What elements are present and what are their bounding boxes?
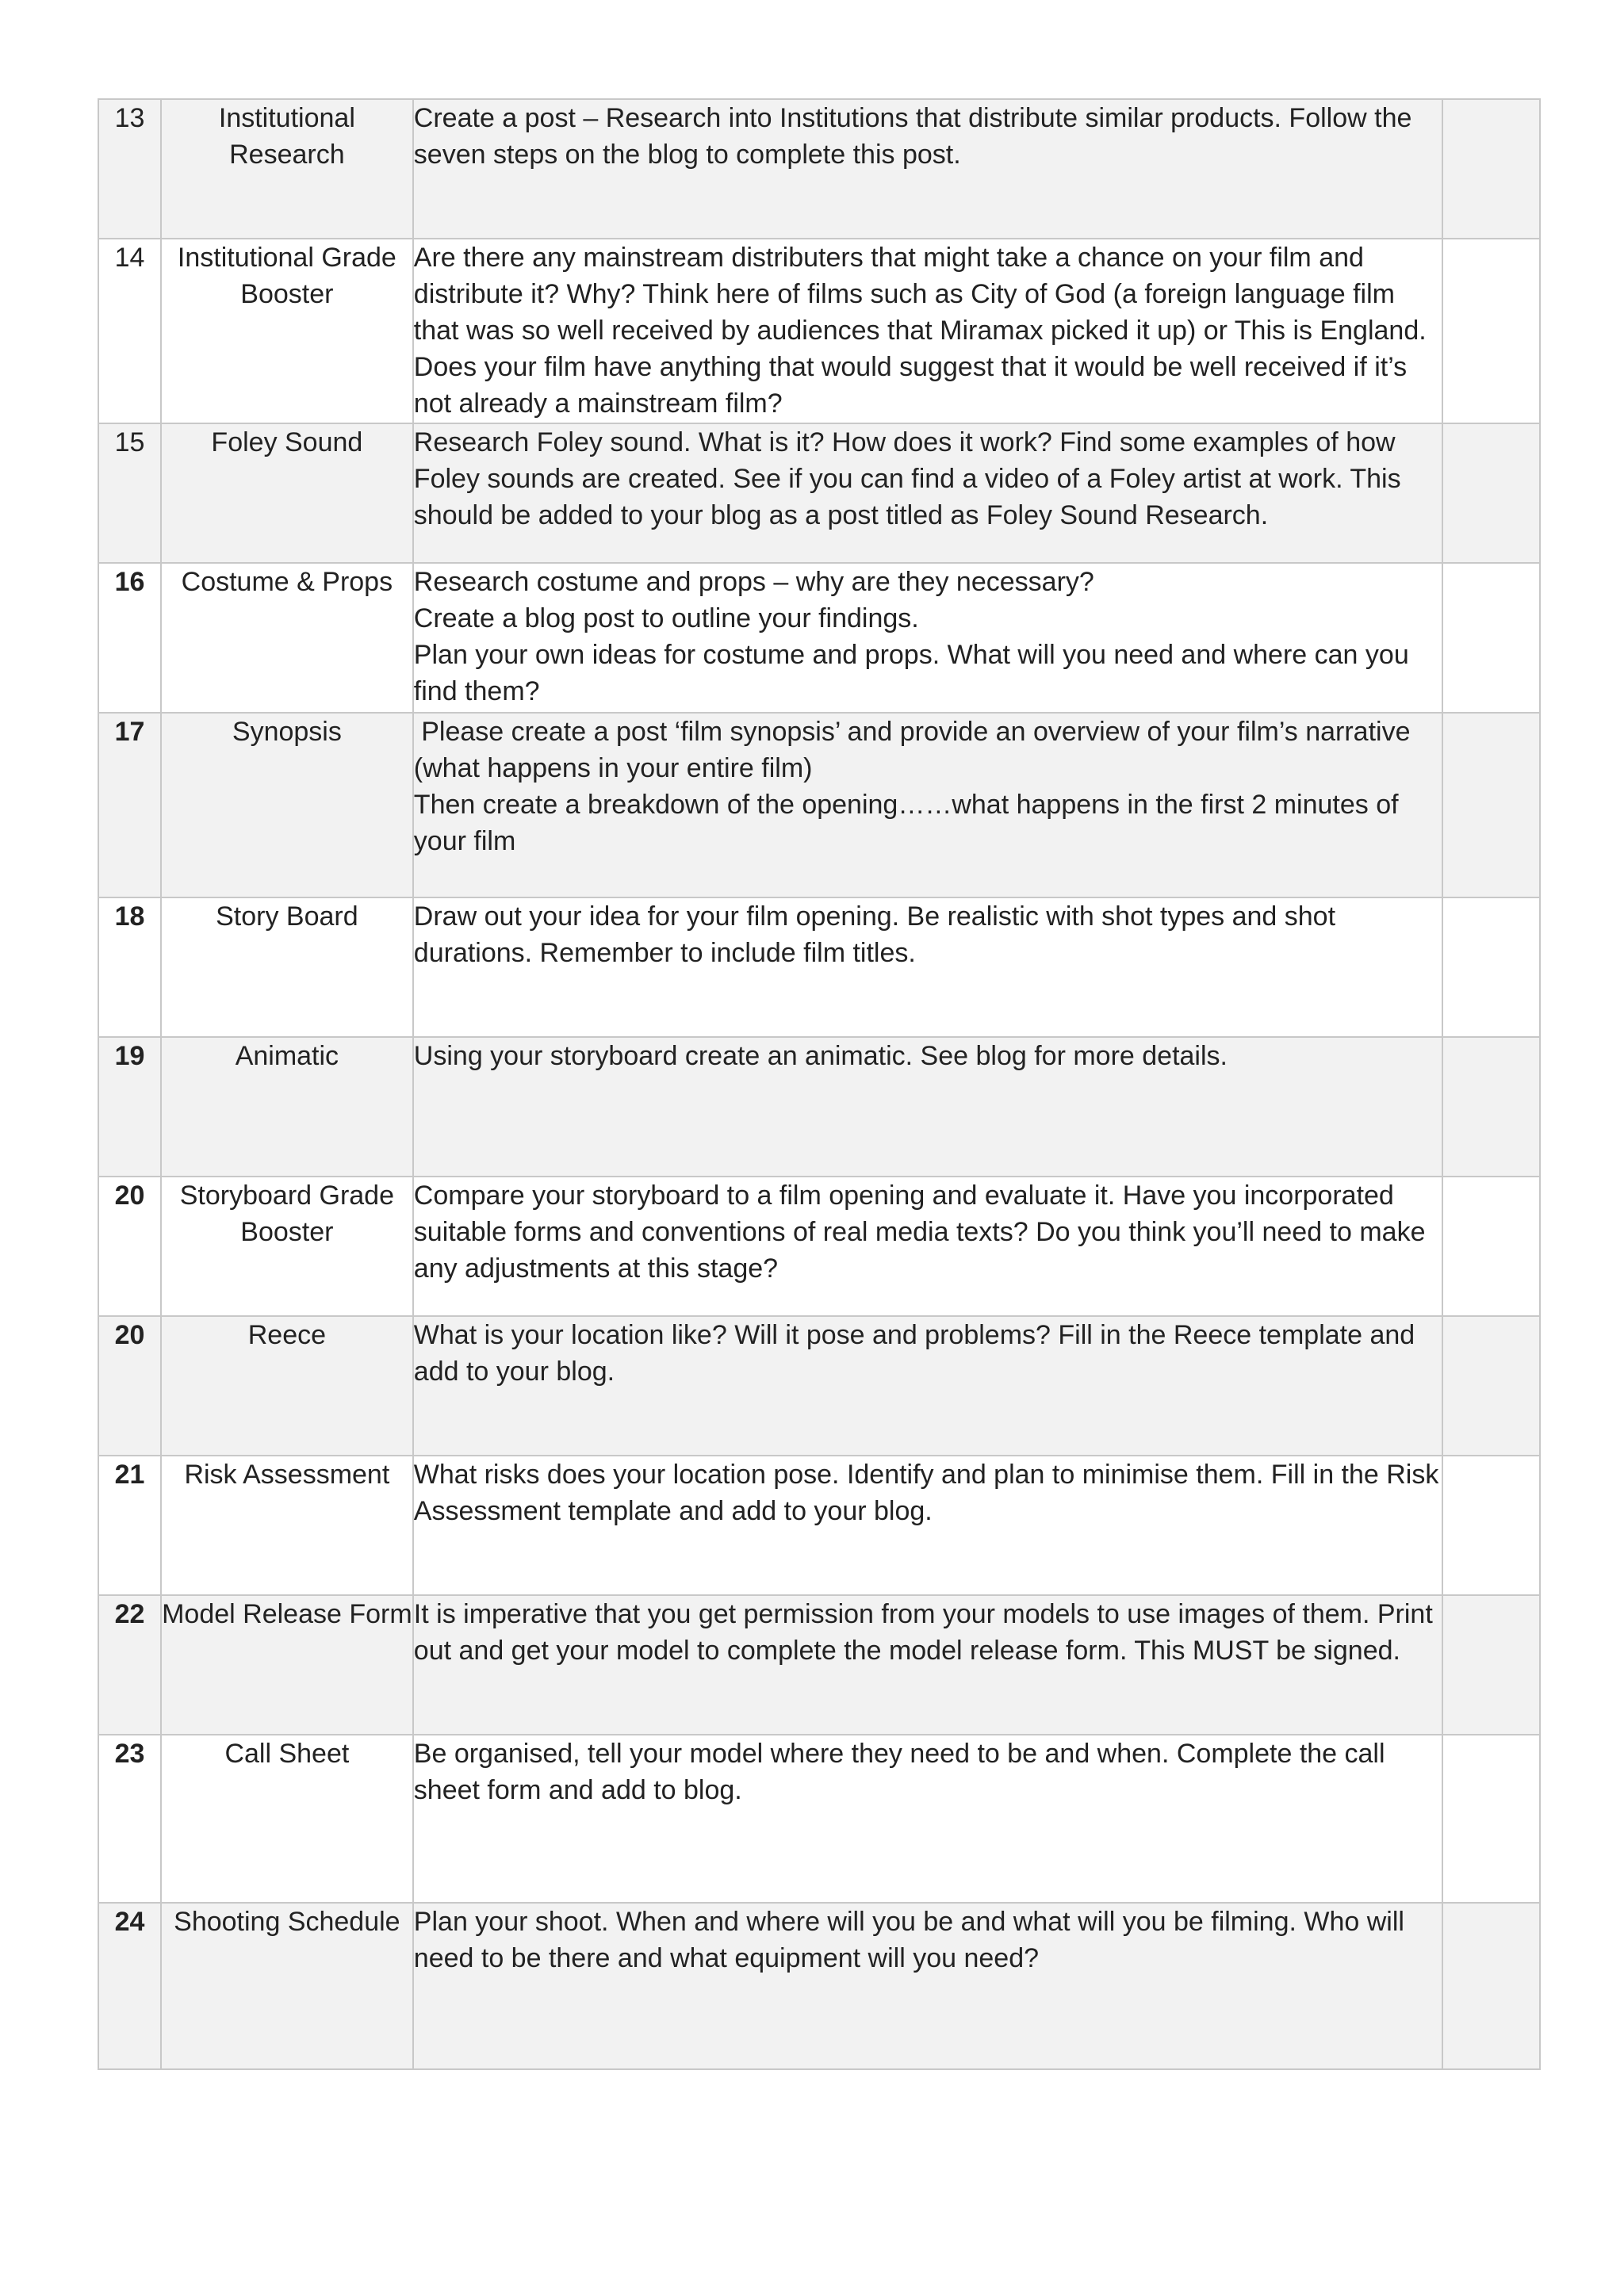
task-description: [413, 563, 1442, 713]
task-description: [413, 713, 1442, 897]
table-row: [98, 897, 1540, 1037]
task-description: [413, 1316, 1442, 1456]
completion-checkbox-cell[interactable]: [1442, 1903, 1541, 2069]
completion-checkbox-cell[interactable]: [1442, 1595, 1541, 1735]
task-table-body: [98, 99, 1540, 2069]
completion-checkbox-cell[interactable]: [1442, 1316, 1541, 1456]
completion-checkbox-cell[interactable]: [1442, 563, 1541, 713]
description-line: Be organised, tell your model where they need to be and when. Complete the call sheet form and add to blog.: [413, 1739, 1385, 1805]
description-line: Plan your shoot. When and where will you be and what will you be filming. Who will need to be there and what equipment will you need?: [413, 1907, 1404, 1973]
table-row: [98, 239, 1540, 423]
task-name: Costume & Props: [161, 563, 413, 713]
task-name: Shooting Schedule: [161, 1903, 413, 2069]
table-row: [98, 1735, 1540, 1903]
task-description: [413, 897, 1442, 1037]
task-name: Animatic: [161, 1037, 413, 1177]
step-number: 18: [98, 897, 161, 1037]
table-row: [98, 1456, 1540, 1595]
task-description: [413, 423, 1442, 563]
completion-checkbox-cell[interactable]: [1442, 99, 1541, 239]
task-name: Story Board: [161, 897, 413, 1037]
completion-checkbox-cell[interactable]: [1442, 1735, 1541, 1903]
step-number: 20: [98, 1177, 161, 1316]
description-line: What is your location like? Will it pose and problems? Fill in the Reece template and add to your blog.: [413, 1320, 1415, 1387]
step-number: 24: [98, 1903, 161, 2069]
completion-checkbox-cell[interactable]: [1442, 713, 1541, 897]
description-line: Please create a post ‘film synopsis’ and provide an overview of your film’s narrative (what happens in your entire film): [413, 717, 1411, 783]
description-line: Research costume and props – why are they necessary?: [413, 567, 1094, 597]
completion-checkbox-cell[interactable]: [1442, 1037, 1541, 1177]
task-name: Storyboard Grade Booster: [161, 1177, 413, 1316]
completion-checkbox-cell[interactable]: [1442, 423, 1541, 563]
table-row: [98, 423, 1540, 563]
description-line: What risks does your location pose. Identify and plan to minimise them. Fill in the Risk Assessment template and add to your blog.: [413, 1460, 1439, 1526]
step-number: 14: [98, 239, 161, 423]
task-name: Institutional Research: [161, 99, 413, 239]
description-line: Compare your storyboard to a film opening and evaluate it. Have you incorporated suitable forms and conventions of real media texts? Do you think you’ll need to make any adjustments at this stage?: [413, 1181, 1426, 1284]
task-name: Foley Sound: [161, 423, 413, 563]
table-row: [98, 1037, 1540, 1177]
task-table: [98, 98, 1541, 2070]
task-description: [413, 1595, 1442, 1735]
completion-checkbox-cell[interactable]: [1442, 239, 1541, 423]
description-line: Plan your own ideas for costume and props. What will you need and where can you find them?: [413, 640, 1409, 706]
completion-checkbox-cell[interactable]: [1442, 897, 1541, 1037]
completion-checkbox-cell[interactable]: [1442, 1456, 1541, 1595]
task-description: [413, 1037, 1442, 1177]
step-number: 23: [98, 1735, 161, 1903]
completion-checkbox-cell[interactable]: [1442, 1177, 1541, 1316]
task-name: Institutional Grade Booster: [161, 239, 413, 423]
step-number: 17: [98, 713, 161, 897]
task-description: [413, 239, 1442, 423]
step-number: 16: [98, 563, 161, 713]
task-name: Synopsis: [161, 713, 413, 897]
step-number: 19: [98, 1037, 161, 1177]
task-name: Reece: [161, 1316, 413, 1456]
task-description: [413, 1177, 1442, 1316]
description-line: It is imperative that you get permission from your models to use images of them. Print out and get your model to complete the model release form. This MUST be signed.: [413, 1599, 1433, 1666]
task-name: Model Release Form: [161, 1595, 413, 1735]
step-number: 13: [98, 99, 161, 239]
task-description: [413, 1456, 1442, 1595]
task-description: [413, 99, 1442, 239]
task-description: [413, 1903, 1442, 2069]
description-line: Then create a breakdown of the opening……what happens in the first 2 minutes of your film: [413, 790, 1399, 856]
table-row: [98, 713, 1540, 897]
description-line: Create a blog post to outline your findings.: [413, 603, 919, 633]
table-row: [98, 563, 1540, 713]
table-row: [98, 1595, 1540, 1735]
step-number: 20: [98, 1316, 161, 1456]
description-line: Draw out your idea for your film opening. Be realistic with shot types and shot durations. Remember to include film titles.: [413, 901, 1336, 968]
step-number: 15: [98, 423, 161, 563]
table-row: [98, 1316, 1540, 1456]
task-name: Call Sheet: [161, 1735, 413, 1903]
task-description: [413, 1735, 1442, 1903]
description-line: Research Foley sound. What is it? How does it work? Find some examples of how Foley sounds are created. See if you can find a video of a Foley artist at work. This should be added to your blog as a post titled as Foley Sound Research.: [413, 427, 1401, 530]
table-row: [98, 1177, 1540, 1316]
description-line: Create a post – Research into Institutions that distribute similar products. Follow the seven steps on the blog to complete this post.: [413, 103, 1412, 170]
table-row: [98, 99, 1540, 239]
step-number: 22: [98, 1595, 161, 1735]
description-line: Are there any mainstream distributers that might take a chance on your film and distribute it? Why? Think here of films such as City of God (a foreign language film that was so well received by audiences that Miramax picked it up) or This is England. Does your film have anything that would suggest that it would be well received if it’s not already a mainstream film?: [413, 243, 1427, 419]
table-row: [98, 1903, 1540, 2069]
task-name: Risk Assessment: [161, 1456, 413, 1595]
description-line: Using your storyboard create an animatic. See blog for more details.: [413, 1041, 1228, 1071]
step-number: 21: [98, 1456, 161, 1595]
